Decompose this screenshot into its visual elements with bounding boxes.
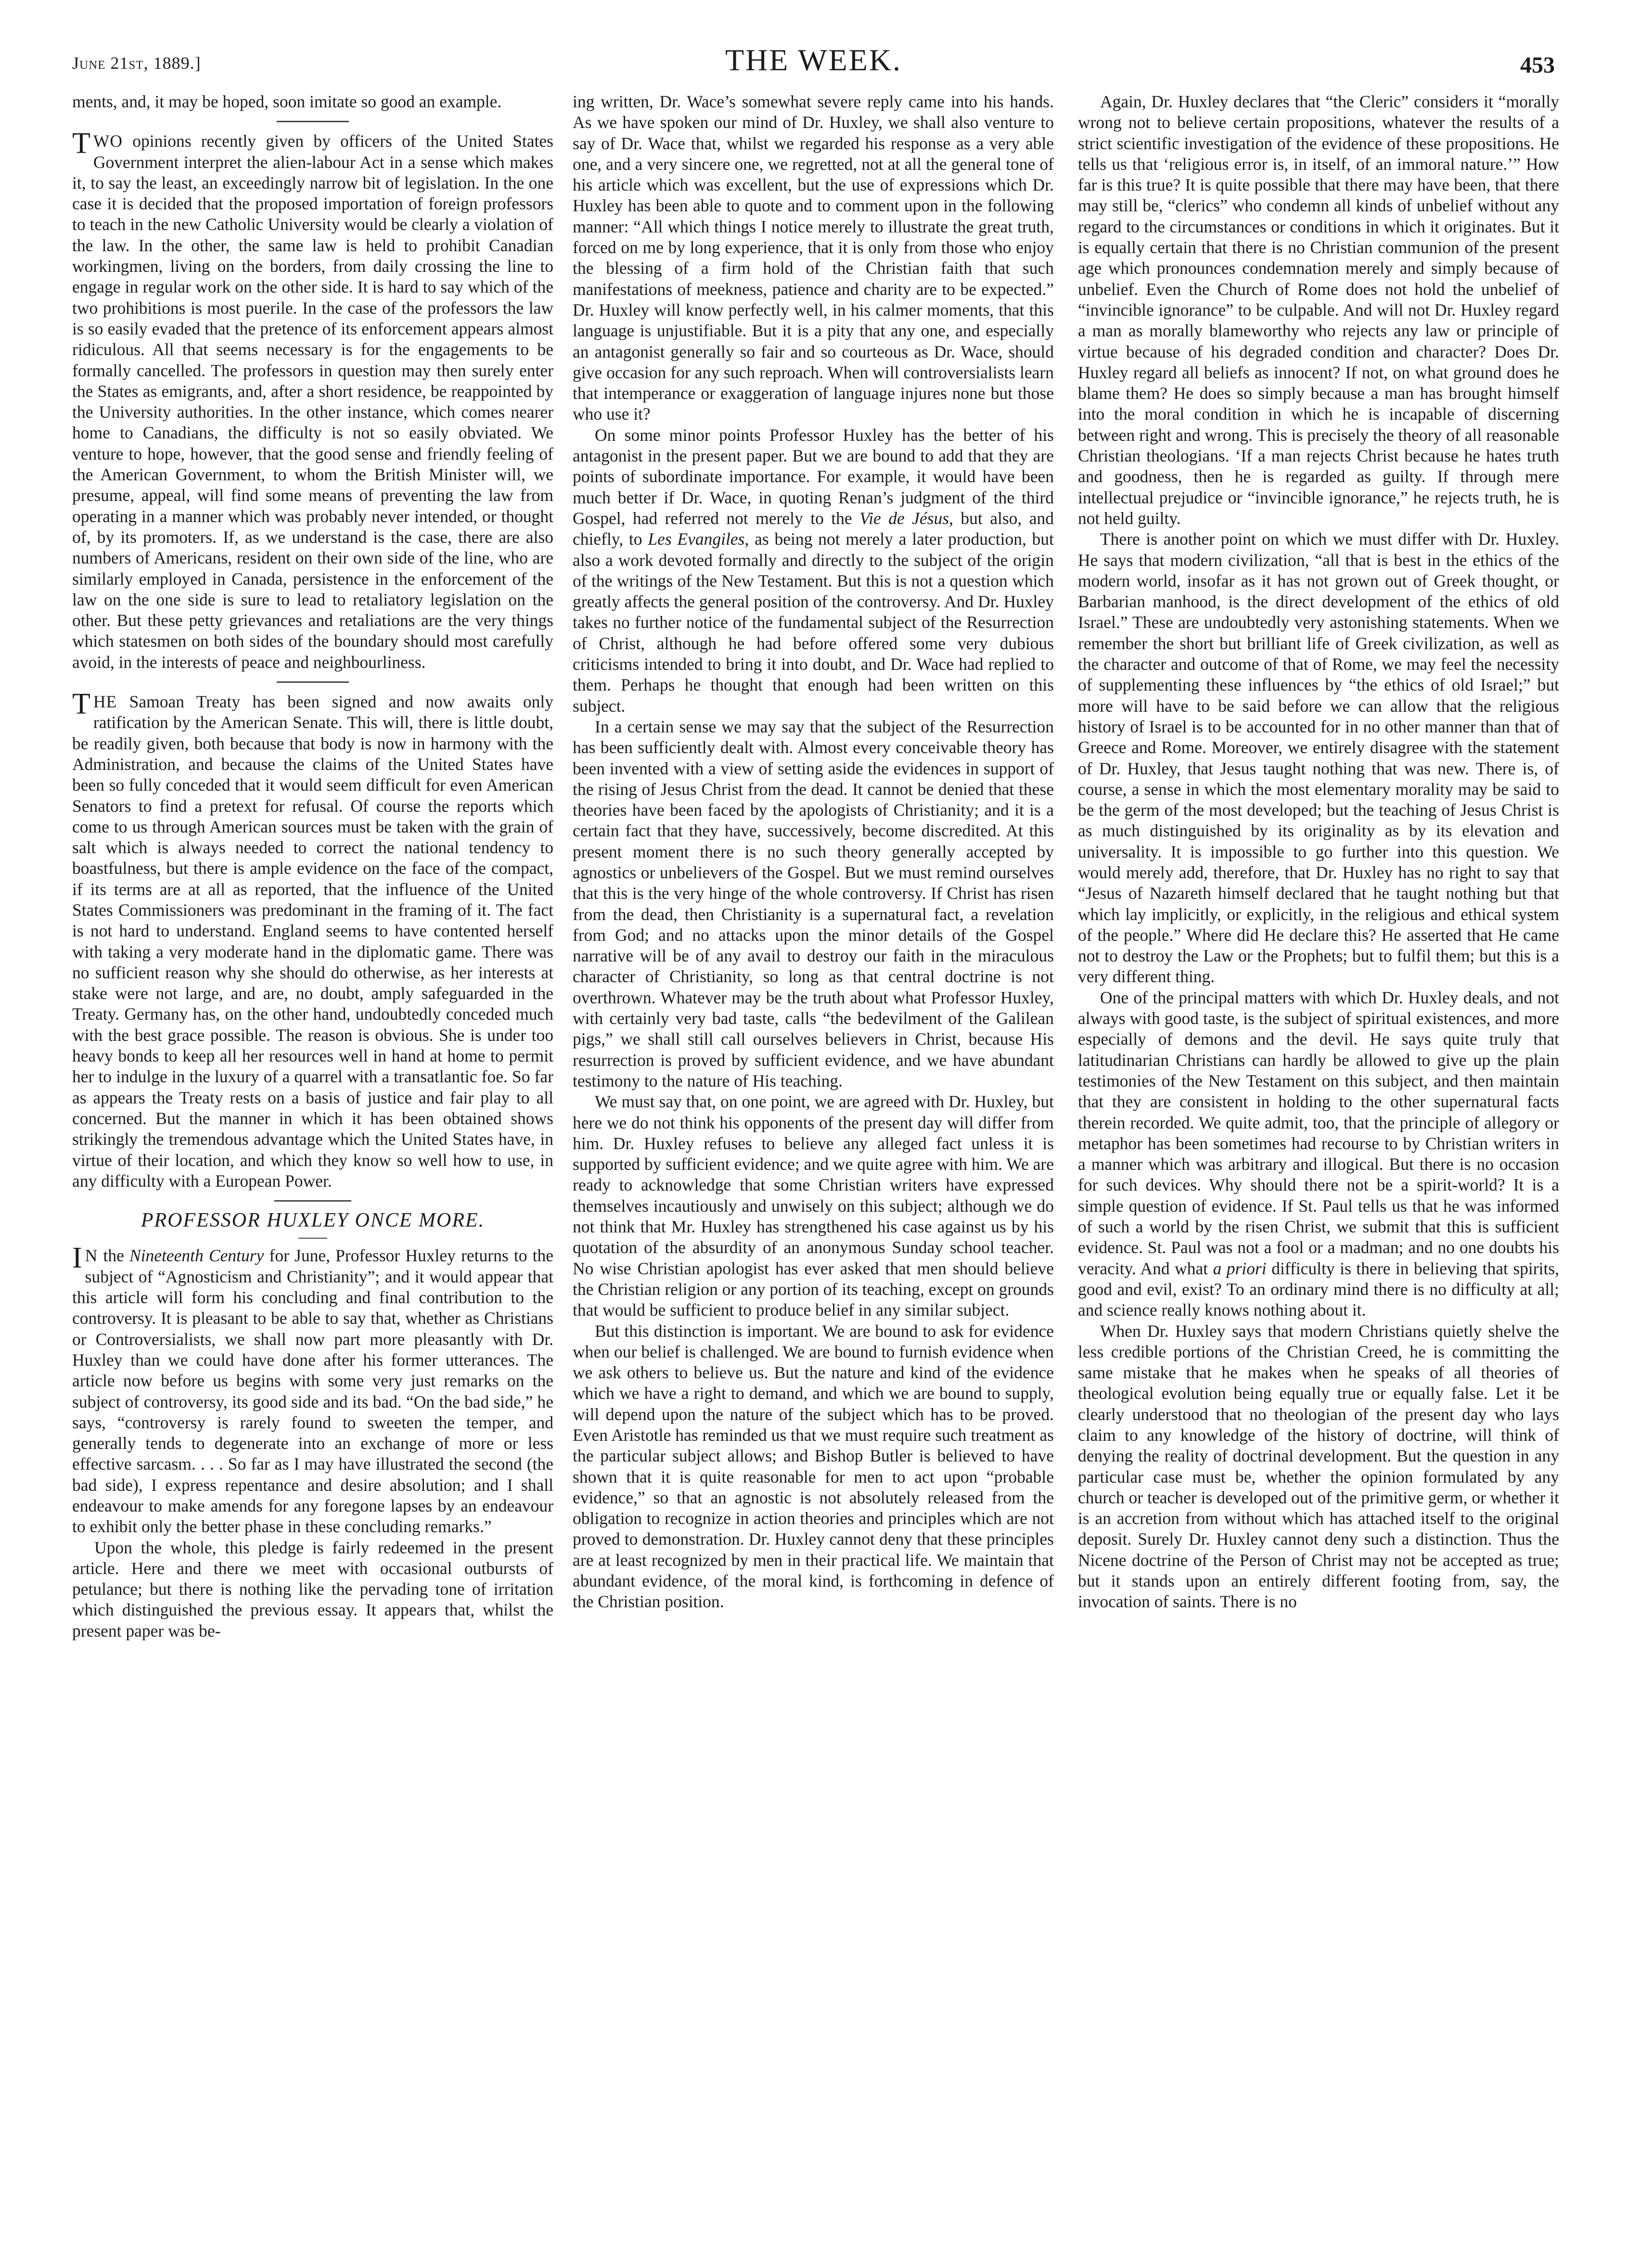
paragraph: In a certain sense we may say that the subject of the Resurrection has been sufficiently dealt with. Almost every conceivable theory has been invented with a view of setting aside the evidences in support of the rising of Jesus Christ from the dead. It cannot be denied that these theories have been faced by the apologists of Christianity; and it is a certain fact that they have, successively, become discredited. At this present moment there is no such theory generally accepted by agnostics or unbelievers of the Gospel. But we must remind ourselves that this is the very hinge of the whole controversy. If Christ has risen from the dead, then Christianity is a supernatural fact, a revelation from God; and no attacks upon the minor details of the Gospel narrative will be of any avail to destroy our faith in the miraculous character of Christianity, so long as that central doctrine is not overthrown. Whatever may be the truth about what Professor Huxley, with certainly very bad taste, calls “the bedevilment of the Galilean pigs,” we shall still call ourselves believers in Christ, because His resurrection is proved by sufficient evidence, and we have abundant testimony to the nature of His teaching. (573, 717, 1054, 1090)
section-divider (274, 1200, 351, 1202)
issue-date: June 21st, 1889.] (72, 53, 201, 73)
page-number: 453 (1520, 52, 1555, 78)
paragraph-alien-labour: TWO opinions recently given by officers of the United States Government interpret the alien-labour Act in a sense which makes it, to say the least, an exceedingly narrow bit of legislation. In the one case it is decided that the proposed importation of foreign professors to teach in the new Catholic University would be clearly a violation of the law. In the other, the same law is held to prohibit Canadian workingmen, living on the borders, from daily crossing the line to engage in regular work on the other side. It is hard to say which of the two prohibitions is most puerile. In the case of the professors the law is so easily evaded that the pretence of its enforcement appears almost ridiculous. All that seems necessary is for the engagements to be formally cancelled. The professors in question may then surely enter the States as emigrants, and, after a short residence, be reappointed by the University authorities. In the other instance, which comes nearer home to Canadians, the difficulty is not so easily obviated. We venture to hope, however, that the good sense and friendly feeling of the American Government, to whom the British Minister will, we presume, appeal, will find some means of preventing the law from operating in a manner which was probably never intended, or thought of, by its promoters. If, as we understand is the case, there are also numbers of Americans, resident on their own side of the line, who are similarly employed in Canada, persistence in the enforcement of the law on the one side is sure to lead to retaliatory legislation on the other. But these petty grievances and retaliations are the very things which statesmen on both sides of the boundary should most carefully avoid, in the interests of peace and neighbourliness. (72, 127, 553, 672)
column-3 (1078, 91, 1559, 1613)
masthead-title: THE WEEK. (725, 43, 902, 77)
paragraph: When Dr. Huxley says that modern Christians quietly shelve the less credible portions of the Christian Creed, he is committing the same mistake that he makes when he speaks of all theories of theological evolution being equally true or equally false. Let it be clearly understood that no theologian of the present day who lays claim to any knowledge of the history of doctrine, will think of denying the reality of doctrinal development. But the question in any particular case must be, whether the opinion formulated by any church or teacher is developed out of the primitive germ, or whether it is an accretion from without which has attached itself to the original deposit. Surely Dr. Huxley cannot deny such a distinction. Thus the Nicene doctrine of the Person of Christ may not be accepted as true; but it stands upon an entirely different footing from, say, the invocation of saints. There is no (1078, 1321, 1559, 1612)
column-2 (573, 91, 1054, 1613)
paragraph: One of the principal matters with which Dr. Huxley deals, and not always with good taste, is the subject of spiritual existences, and more especially of demons and the devil. He says quite truly that latitudinarian Christians can hardly be allowed to give up the plain testimonies of the New Testament on this subject, and then maintain that they are consistent in holding to the other supernatural facts therein recorded. We quite admit, too, that the principle of allegory or metaphor has been sometimes had recourse to by Christian writers in a manner which was arbitrary and illogical. But there is no occasion for such devices. Why should there not be a spirit-world? It is a simple question of evidence. If St. Paul tells us that he was informed of such a world by the risen Christ, we submit that this is sufficient evidence. St. Paul was not a fool or a madman; and no one doubts his veracity. And what a priori difficulty is there in believing that spirits, good and evil, exist? To an ordinary mind there is no difficulty at all; and science really knows nothing about it. (1078, 987, 1560, 1320)
column-1 (72, 91, 553, 1641)
paragraph: There is another point on which we must differ with Dr. Huxley. He says that modern civilization, “all that is best in the ethics of the modern world, insofar as it has not grown out of Greek thought, or Barbarian manhood, is the direct development of the ethics of old Israel.” These are undoubtedly very astonishing statements. When we remember the short but brilliant life of Greek civilization, as well as the character and outcome of that of Rome, we may feel the necessity of supplementing these influences by “the ethics of old Israel;” but more will have to be said before we can allow that the religious history of Israel is to be accounted for in no other manner than that of Greece and Rome. Moreover, we entirely disagree with the statement of Dr. Huxley, that Jesus taught nothing that was new. There is, of course, a sense in which the most elementary morality may be said to be the germ of the most developed; but the teaching of Jesus Christ is as much distinguished by its originality as by its elevation and universality. It is impossible to go further into this question. We would merely add, therefore, that Dr. Huxley has no right to say that “Jesus of Nazareth himself declared that he taught nothing but that which lay implicitly, or explicitly, in the religious and ethical system of the people.” Where did He declare this? He asserted that He came not to destroy the Law or the Prophets; but to fulfil them; but this is a very different thing. (1078, 529, 1559, 987)
section-divider (277, 681, 349, 683)
paragraph: On some minor points Professor Huxley has the better of his antagonist in the present paper. But we are bound to add that they are points of subordinate importance. For example, it would have been much better if Dr. Wace, in quoting Renan’s judgment of the third Gospel, had referred not merely to the Vie de Jésus, but also, and chiefly, to Les Evangiles, as being not merely a later production, but also a work devoted formally and directly to the subject of the origin of the writings of the New Testament. But this is not a question which greatly affects the general position of the controversy. And Dr. Huxley takes no further notice of the fundamental subject of the Resurrection of Christ, although he had before offered some very dubious criticisms intended to bring it into doubt, and Dr. Wace had replied to them. Perhaps he thought that enough had been written on this subject. (573, 425, 1054, 716)
drop-cap: I (72, 1242, 82, 1275)
paragraph: ing written, Dr. Wace’s somewhat severe reply came into his hands. As we have spoken our mind of Dr. Huxley, we shall also venture to say of Dr. Wace that, whilst we regarded his response as a very able one, and a very sincere one, we regretted, not at all the general tone of his article which was excellent, but the use of expressions which Dr. Huxley has been able to quote and to comment upon in the following manner: “All which things I notice merely to illustrate the great truth, forced on me by long experience, that it is only from those who enjoy the blessing of a firm hold of the Christian faith that such manifestations of meekness, patience and charity are to be expected.” Dr. Huxley will know perfectly well, in his calmer moments, that this language is unjustifiable. But it is a pity that any one, and especially an antagonist generally so fair and so courteous as Dr. Wace, should give occasion for any such reproach. When will controversialists learn that intemperance or exaggeration of language injures none but those who use it? (573, 92, 1054, 424)
paragraph-samoan-treaty: THE Samoan Treaty has been signed and now awaits only ratification by the American Senate. This will, there is little doubt, be readily given, both because that body is now in harmony with the Administration, and because the claims of the United States have been so fully conceded that it would seem difficult for even American Senators to find a pretext for refusal. Of course the reports which come to us through American sources must be taken with the grain of salt which is always needed to correct the national tendency to boastfulness, but there is ample evidence on the face of the compact, if its terms are at all as reported, that the influence of the United States Commissioners was predominant in the framing of it. The fact is not hard to understand. England seems to have contented herself with taking a very moderate hand in the diplomatic game. There was no sufficient reason why she should do otherwise, as her interests at stake were not large, and are, no doubt, amply safeguarded in the Treaty. Germany has, on the other hand, undoubtedly conceded much with the best grace possible. The reason is obvious. She is under too heavy bonds to keep all her resources well in hand at home to permit her to indulge in the luxury of a quarrel with a transatlantic foe. So far as appears the Treaty rests on a basis of justice and fair play to all concerned. But the manner in which it has been obtained shows strikingly the tremendous advantage which the United States have, in virtue of their location, and which they know so well how to use, in any difficulty with a European Power. (72, 688, 553, 1191)
paragraph: We must say that, on one point, we are agreed with Dr. Huxley, but here we do not think his opponents of the present day will differ from him. Dr. Huxley refuses to believe any alleged fact unless it is supported by sufficient evidence; and we quite agree with him. We are ready to acknowledge that some Christian writers have expressed themselves incautiously and unwisely on this subject; although we do not think that Mr. Huxley has strengthened his case against us by his quotation of the absurdity of an anonymous Sunday school teacher. No wise Christian apologist has ever asked that men should believe the Christian religion or any portion of its teaching, except on grounds that would be sufficient to produce belief in any similar subject. (573, 1092, 1054, 1320)
paragraph-huxley-intro: I N the Nineteenth Century for June, Professor Huxley returns to the subject of “Agnosticism and Christianity”; and it would appear that this article will form his concluding and final contribution to the controversy. It is pleasant to be able to say that, whether as Christians or Controversialists, we shall now part more pleasantly with Dr. Huxley than we could have done after his former utterances. The article now before us begins with some very just remarks on the subject of controversy, its good side and its bad. “On the bad side,” he says, “controversy is rarely found to sweeten the temper, and generally tends to degenerate into an exchange of more or less effective sarcasm. . . . So far as I may have illustrated the second (the bad side), I express repentance and desire absolution; and I shall endeavour to make amends for any foregone lapses by an endeavour to exhibit only the better phase in these concluding remarks.” (72, 1242, 553, 1537)
paragraph: ments, and, it may be hoped, soon imitate so good an example. (72, 92, 502, 111)
paragraph: Again, Dr. Huxley declares that “the Cleric” considers it “morally wrong not to believe certain propositions, whatever the results of a strict scientific investigation of the evidence of these propositions. He tells us that ‘religious error is, in itself, of an immoral nature.’” How far is this true? It is quite possible that there may have been, that there may still be, “clerics” who condemn all kinds of unbelief without any regard to the circumstances or conditions in which it originates. But it is equally certain that there is no Christian communion of the present age which pronounces condemnation merely and simply because of unbelief. Even the Church of Rome does not hold the unbelief of “invincible ignorance” to be culpable. And will not Dr. Huxley regard a man as morally blameworthy who rejects any law or principle of virtue because of his degraded condition and character? Does Dr. Huxley regard all beliefs as innocent? If not, on what ground does he blame them? He does so simply because a man has brought himself into the moral condition in which he is incapable of discerning between right and wrong. This is precisely the theory of all reasonable Christian theologians. ‘If a man rejects Christ because he hates truth and goodness, then he is regarded as guilty. If through mere intellectual prejudice or “invincible ignorance,” he rejects truth, he is not held guilty. (1078, 92, 1559, 528)
title-rule (298, 1238, 327, 1239)
paragraph: Upon the whole, this pledge is fairly redeemed in the present article. Here and there we meet with occasional outbursts of petulance; but there is nothing like the pervading tone of irritation which distinguished the previous essay. It appears that, whilst the present paper was be- (72, 1538, 553, 1640)
paragraph: But this distinction is important. We are bound to ask for evidence when our belief is challenged. We are bound to furnish evidence when we ask others to believe us. But the nature and kind of the evidence which we have a right to demand, and which we are bound to supply, will depend upon the nature of the subject which has to be proved. Even Aristotle has reminded us that we must require such treatment as the particular subject allows; and Bishop Butler is believed to have shown that it is quite reasonable for men to act upon “probable evidence,” so that an agnostic is not absolutely released from the obligation to recognize in action theories and principles which are not proved to demonstration. Dr. Huxley cannot deny that these principles are at least recognized by men in their practical life. We maintain that abundant evidence, of the moral kind, is forthcoming in defence of the Christian position. (573, 1321, 1054, 1612)
section-divider (277, 121, 349, 122)
drop-cap: T (72, 688, 90, 721)
article-title: PROFESSOR HUXLEY ONCE MORE. (141, 1209, 485, 1232)
page-header (72, 38, 1555, 96)
drop-cap: T (72, 127, 90, 160)
